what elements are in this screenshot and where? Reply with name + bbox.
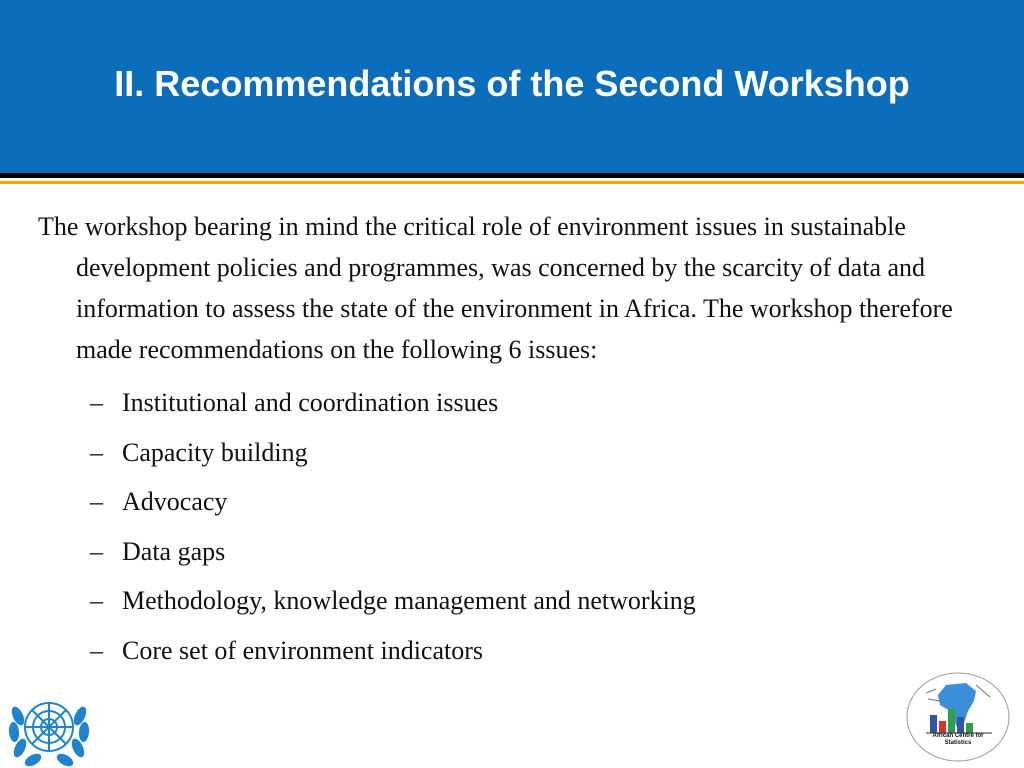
un-emblem-icon (4, 686, 94, 768)
list-item (90, 477, 998, 527)
logo-caption (904, 733, 1012, 747)
dash-marker: – (90, 487, 103, 516)
slide-body (38, 206, 998, 675)
dash-marker: – (90, 586, 103, 615)
list-item-text: Core set of environment indicators (122, 635, 484, 665)
list-item (90, 428, 998, 478)
list-item (90, 626, 998, 676)
logo-caption-line: Statistics (944, 740, 972, 746)
list-item-text: Institutional and coordination issues (122, 388, 499, 417)
list-item-text: Data gaps (122, 536, 226, 566)
list-item (90, 527, 998, 577)
divider-gold (0, 181, 1024, 184)
logo-caption-line: African Centre for (932, 733, 984, 739)
title-banner (0, 0, 1024, 173)
recommendation-list (38, 378, 998, 675)
dash-marker: – (90, 536, 103, 566)
intro-paragraph: The workshop bearing in mind the critical role of environment issues in sustainable development policies and programmes, was concerned by the scarcity of data and information to assess the state of the environment in Africa. The workshop therefore made recommendations on the following 6 issues: (38, 212, 953, 364)
list-item-text: Capacity building (122, 437, 308, 467)
list-item (90, 576, 998, 626)
dash-marker: – (90, 437, 103, 467)
list-item-text: Methodology, knowledge management and networking (122, 586, 696, 615)
list-item-text: Advocacy (122, 487, 228, 516)
divider-black (0, 173, 1024, 178)
list-item (90, 378, 998, 428)
african-centre-for-statistics-logo (904, 671, 1012, 763)
dash-marker: – (90, 388, 103, 417)
dash-marker: – (90, 635, 103, 665)
slide-title: II. Recommendations of the Second Workshop (114, 63, 910, 104)
